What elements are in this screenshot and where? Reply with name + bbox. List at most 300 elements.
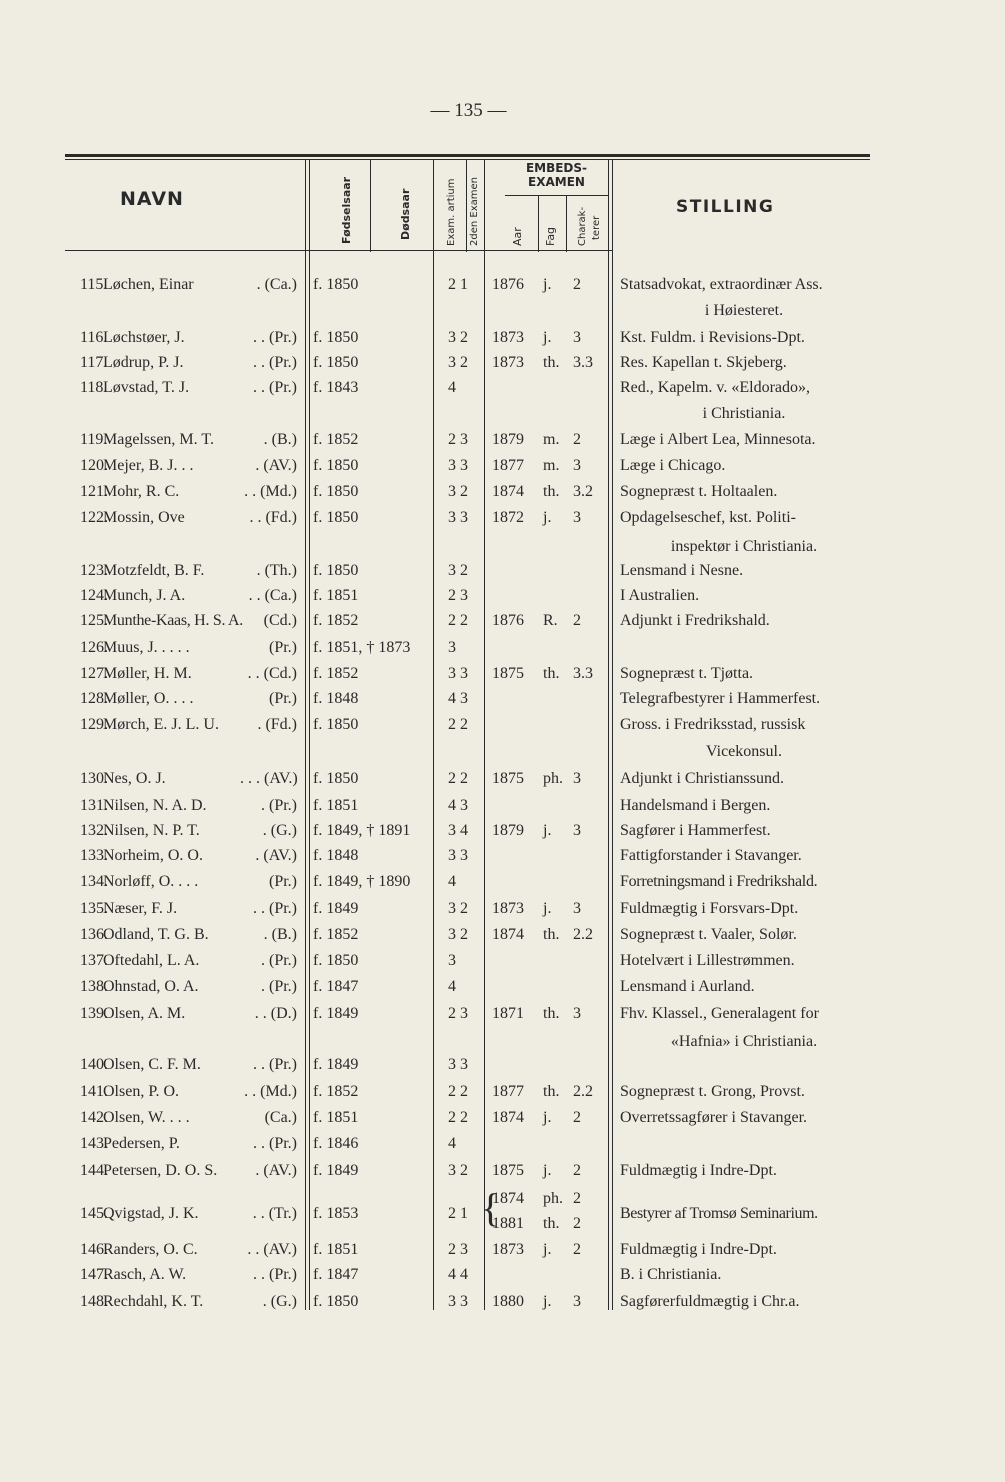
row-stilling: Overretssagfører i Stavanger. — [620, 1109, 808, 1126]
row-fag: R. — [543, 612, 558, 629]
row-number: 138. — [80, 978, 108, 995]
row-artium: 2 3 — [448, 431, 468, 448]
row-number: 123. — [80, 562, 108, 579]
row-year: 1873 — [492, 329, 524, 346]
row-fag: th. — [543, 665, 560, 682]
row-stilling: Opdagelseschef, kst. Politi- — [620, 509, 796, 526]
row-fag-2: th. — [543, 1215, 560, 1232]
col-rule-birth — [370, 160, 371, 252]
row-name: Olsen, P. O. — [103, 1083, 180, 1100]
row-code: . . (Pr.) — [253, 900, 297, 917]
row-stilling: Lensmand i Nesne. — [620, 562, 744, 579]
row-born: f. 1850 — [313, 509, 359, 526]
row-born: f. 1849 — [313, 1005, 359, 1022]
page-number: — 135 — — [430, 100, 507, 121]
row-stilling-cont: inspektør i Christiania. — [670, 538, 818, 555]
row-artium: 2 2 — [448, 716, 468, 733]
row-name: Rechdahl, K. T. — [103, 1293, 204, 1310]
row-name: Muus, J. . . . . — [103, 639, 190, 656]
row-stilling: Statsadvokat, extraordinær Ass. — [620, 276, 823, 293]
table-row — [0, 273, 1005, 297]
row-name: Norløff, O. . . . — [103, 873, 199, 890]
header-rule — [65, 250, 613, 251]
header-navn: NAVN — [120, 188, 184, 210]
table-row — [0, 870, 1005, 894]
row-year: 1879 — [492, 822, 524, 839]
row-born: f. 1849 — [313, 900, 359, 917]
row-char: 2 — [573, 612, 581, 629]
row-name: Møller, H. M. — [103, 665, 192, 682]
row-fag: j. — [543, 1109, 552, 1126]
row-number: 126. — [80, 639, 108, 656]
row-number: 148. — [80, 1293, 108, 1310]
header-stilling: STILLING — [676, 197, 775, 217]
row-artium: 3 2 — [448, 483, 468, 500]
row-year: 1875 — [492, 1162, 524, 1179]
row-name: Løchstøer, J. — [103, 329, 185, 346]
row-year: 1877 — [492, 457, 524, 474]
row-char: 3 — [573, 770, 581, 787]
table-row — [0, 1290, 1005, 1314]
row-stilling: I Australien. — [620, 587, 700, 604]
row-year: 1874 — [492, 926, 524, 943]
row-year: 1875 — [492, 665, 524, 682]
row-fag: j. — [543, 329, 552, 346]
row-code: . . (Pr.) — [253, 1135, 297, 1152]
row-born: f. 1850 — [313, 329, 359, 346]
row-year: 1877 — [492, 1083, 524, 1100]
row-code: . (Pr.) — [261, 797, 297, 814]
row-number: 137. — [80, 952, 108, 969]
row-code: . . (Md.) — [244, 483, 297, 500]
row-year: 1876 — [492, 276, 524, 293]
row-code: . (G.) — [262, 1293, 297, 1310]
row-artium: 4 — [448, 873, 456, 890]
row-char: 3 — [573, 1293, 581, 1310]
row-born: f. 1851 — [313, 797, 359, 814]
table-row — [0, 923, 1005, 947]
table-row — [0, 1159, 1005, 1183]
table-row — [0, 794, 1005, 818]
row-stilling: Gross. i Fredriksstad, russisk — [620, 716, 806, 733]
row-code: . . (Md.) — [244, 1083, 297, 1100]
row-born: f. 1849 — [313, 1056, 359, 1073]
row-name: Motzfeldt, B. F. — [103, 562, 205, 579]
row-born: f. 1849, † 1891 — [313, 822, 411, 839]
row-artium: 3 — [448, 952, 456, 969]
row-number: 128. — [80, 690, 108, 707]
row-stilling: Adjunkt i Fredrikshald. — [620, 612, 770, 629]
row-code: . . (D.) — [254, 1005, 297, 1022]
row-code: . . (Fd.) — [249, 509, 297, 526]
row-artium: 3 2 — [448, 329, 468, 346]
row-year: 1874 — [492, 1109, 524, 1126]
row-number: 146. — [80, 1241, 108, 1258]
row-name: Mohr, R. C. — [103, 483, 180, 500]
row-stilling: Sagfører i Hammerfest. — [620, 822, 771, 839]
table-row — [0, 662, 1005, 686]
row-fag: j. — [543, 1293, 552, 1310]
row-number: 131. — [80, 797, 108, 814]
row-fag: th. — [543, 483, 560, 500]
table-row-continuation — [0, 402, 1005, 426]
row-stilling: Fattigforstander i Stavanger. — [620, 847, 802, 864]
row-stilling-cont: Vicekonsul. — [706, 743, 782, 760]
row-artium: 4 — [448, 978, 456, 995]
row-born: f. 1843 — [313, 379, 359, 396]
row-number: 124. — [80, 587, 108, 604]
row-stilling: Fuldmægtig i Forsvars-Dpt. — [620, 900, 799, 917]
row-stilling: Læge i Albert Lea, Minnesota. — [620, 431, 816, 448]
row-number: 129. — [80, 716, 108, 733]
row-stilling: Lensmand i Aurland. — [620, 978, 755, 995]
row-code: . (Pr.) — [261, 952, 297, 969]
row-stilling-cont: i Høiesteret. — [704, 302, 784, 319]
row-stilling: Sognepræst t. Tjøtta. — [620, 665, 754, 682]
row-artium: 2 2 — [448, 612, 468, 629]
row-name: Mejer, B. J. . . — [103, 457, 194, 474]
row-name: Olsen, W. . . . — [103, 1109, 190, 1126]
table-row-sub — [0, 1212, 1005, 1236]
row-artium: 3 2 — [448, 1162, 468, 1179]
row-year: 1872 — [492, 509, 524, 526]
row-name: Løchen, Einar — [103, 276, 194, 293]
row-number: 120. — [80, 457, 108, 474]
row-artium: 3 3 — [448, 457, 468, 474]
table-row-continuation — [0, 1030, 1005, 1054]
row-born: f. 1847 — [313, 978, 359, 995]
row-artium: 2 1 — [448, 1205, 468, 1222]
row-name: Olsen, C. F. M. — [103, 1056, 201, 1073]
row-number: 133. — [80, 847, 108, 864]
embeds-rule — [505, 195, 608, 196]
row-born: f. 1853 — [313, 1205, 359, 1222]
row-code: (Ca.) — [264, 1109, 297, 1126]
row-name: Lødrup, P. J. — [103, 354, 184, 371]
row-fag: ph. — [543, 770, 563, 787]
row-fag: th. — [543, 1005, 560, 1022]
header-embeds — [505, 161, 608, 189]
row-number: 117. — [80, 354, 108, 371]
row-stilling: Læge i Chicago. — [620, 457, 726, 474]
table-row — [0, 506, 1005, 530]
row-stilling: Bestyrer af Tromsø Seminarium. — [620, 1205, 818, 1222]
row-stilling: Red., Kapelm. v. «Eldorado», — [620, 379, 811, 396]
row-char: 2.2 — [573, 926, 593, 943]
row-name: Qvigstad, J. K. — [103, 1205, 199, 1222]
row-code: . . (Ca.) — [248, 587, 297, 604]
row-artium: 3 2 — [448, 354, 468, 371]
row-name: Magelssen, M. T. — [103, 431, 214, 448]
row-year: 1871 — [492, 1005, 524, 1022]
row-born: f. 1846 — [313, 1135, 359, 1152]
row-year: 1873 — [492, 1241, 524, 1258]
row-fag: j. — [543, 1162, 552, 1179]
row-code: . (G.) — [262, 822, 297, 839]
row-number: 116. — [80, 329, 108, 346]
row-born: f. 1850 — [313, 770, 359, 787]
row-char-2: 2 — [573, 1215, 581, 1232]
row-char: 3.2 — [573, 483, 593, 500]
table-row — [0, 454, 1005, 478]
table-row — [0, 1106, 1005, 1130]
row-number: 145. — [80, 1205, 108, 1222]
row-name: Odland, T. G. B. — [103, 926, 209, 943]
row-year: 1880 — [492, 1293, 524, 1310]
row-born: f. 1851 — [313, 1109, 359, 1126]
row-born: f. 1850 — [313, 562, 359, 579]
row-year: 1873 — [492, 900, 524, 917]
col-rule-exam — [466, 160, 467, 252]
row-number: 135. — [80, 900, 108, 917]
table-row — [0, 1080, 1005, 1104]
table-row — [0, 351, 1005, 375]
row-year-2: 1881 — [492, 1215, 524, 1232]
row-char: 2 — [573, 1190, 581, 1207]
table-row — [0, 376, 1005, 400]
row-born: f. 1852 — [313, 612, 359, 629]
row-char: 3.3 — [573, 354, 593, 371]
col-rule-aar — [538, 196, 539, 252]
row-name: Oftedahl, L. A. — [103, 952, 200, 969]
table-row — [0, 949, 1005, 973]
header-exam-2den: 2den Examen — [469, 177, 480, 246]
brace: { — [481, 1185, 501, 1230]
row-code: . . (Pr.) — [253, 354, 297, 371]
table-row — [0, 1002, 1005, 1026]
row-born: f. 1850 — [313, 354, 359, 371]
row-char: 2 — [573, 1109, 581, 1126]
row-born: f. 1848 — [313, 847, 359, 864]
header-charak-line2: terer — [591, 215, 602, 240]
row-born: f. 1850 — [313, 716, 359, 733]
row-fag: j. — [543, 276, 552, 293]
row-number: 122. — [80, 509, 108, 526]
row-stilling: Res. Kapellan t. Skjeberg. — [620, 354, 787, 371]
row-number: 130. — [80, 770, 108, 787]
header-embeds-line2: EXAMEN — [528, 175, 585, 189]
row-number: 119. — [80, 431, 108, 448]
row-artium: 2 2 — [448, 770, 468, 787]
row-code: . (B.) — [263, 431, 297, 448]
row-artium: 2 3 — [448, 587, 468, 604]
row-stilling: Fuldmægtig i Indre-Dpt. — [620, 1241, 777, 1258]
row-stilling: B. i Christiania. — [620, 1266, 722, 1283]
row-char: 2 — [573, 1241, 581, 1258]
row-stilling: Adjunkt i Christianssund. — [620, 770, 785, 787]
row-name: Munch, J. A. — [103, 587, 186, 604]
row-char: 3.3 — [573, 665, 593, 682]
row-born: f. 1850 — [313, 457, 359, 474]
row-artium: 4 — [448, 1135, 456, 1152]
row-stilling: Hotelvært i Lillestrømmen. — [620, 952, 795, 969]
row-stilling-cont: i Christiania. — [702, 405, 786, 422]
row-born: f. 1849 — [313, 1162, 359, 1179]
row-code: . (AV.) — [255, 847, 297, 864]
row-fag: th. — [543, 1083, 560, 1100]
row-born: f. 1850 — [313, 276, 359, 293]
row-born: f. 1849, † 1890 — [313, 873, 411, 890]
row-born: f. 1851, † 1873 — [313, 639, 411, 656]
table-row — [0, 1053, 1005, 1077]
row-name: Munthe-Kaas, H. S. A. — [103, 612, 243, 629]
row-born: f. 1852 — [313, 665, 359, 682]
table-row — [0, 480, 1005, 504]
table-row-continuation — [0, 740, 1005, 764]
row-artium: 4 3 — [448, 690, 468, 707]
row-name: Randers, O. C. — [103, 1241, 198, 1258]
row-name: Nilsen, N. P. T. — [103, 822, 200, 839]
row-number: 142. — [80, 1109, 108, 1126]
table-row — [0, 326, 1005, 350]
row-code: (Pr.) — [269, 639, 297, 656]
row-artium: 3 2 — [448, 562, 468, 579]
row-char: 3 — [573, 822, 581, 839]
row-fag: j. — [543, 509, 552, 526]
row-year: 1876 — [492, 612, 524, 629]
row-stilling: Fhv. Klassel., Generalagent for — [620, 1005, 819, 1022]
row-code: . (Pr.) — [261, 978, 297, 995]
row-number: 132. — [80, 822, 108, 839]
row-name: Pedersen, P. — [103, 1135, 180, 1152]
row-artium: 3 3 — [448, 847, 468, 864]
row-year: 1874 — [492, 1190, 524, 1207]
row-number: 143. — [80, 1135, 108, 1152]
row-name: Olsen, A. M. — [103, 1005, 186, 1022]
row-stilling: Handelsmand i Bergen. — [620, 797, 771, 814]
row-code: . (Ca.) — [256, 276, 297, 293]
row-born: f. 1852 — [313, 926, 359, 943]
row-number: 115. — [80, 276, 108, 293]
header-fodselsaar: Fødselsaar — [340, 176, 353, 244]
table-row — [0, 713, 1005, 737]
row-artium: 2 3 — [448, 1241, 468, 1258]
row-born: f. 1852 — [313, 431, 359, 448]
row-born: f. 1850 — [313, 1293, 359, 1310]
col-rule-fag — [566, 196, 567, 252]
table-row — [0, 428, 1005, 452]
row-born: f. 1847 — [313, 1266, 359, 1283]
table-row — [0, 767, 1005, 791]
row-artium: 3 3 — [448, 509, 468, 526]
row-code: . (Th.) — [256, 562, 297, 579]
table-row — [0, 897, 1005, 921]
row-name: Nes, O. J. — [103, 770, 166, 787]
row-artium: 2 1 — [448, 276, 468, 293]
table-row — [0, 584, 1005, 608]
table-row — [0, 609, 1005, 633]
row-fag: m. — [543, 457, 560, 474]
header-dodsaar: Dødsaar — [399, 188, 412, 240]
table-row-sub — [0, 1187, 1005, 1211]
row-char: 2 — [573, 1162, 581, 1179]
row-number: 144. — [80, 1162, 108, 1179]
table-row — [0, 819, 1005, 843]
table-row — [0, 975, 1005, 999]
row-number: 121. — [80, 483, 108, 500]
row-number: 136. — [80, 926, 108, 943]
row-char: 3 — [573, 457, 581, 474]
row-born: f. 1850 — [313, 952, 359, 969]
row-stilling-cont: «Hafnia» i Christiania. — [670, 1033, 818, 1050]
row-code: . . (Tr.) — [252, 1205, 297, 1222]
table-row-continuation — [0, 535, 1005, 559]
table-row-continuation — [0, 299, 1005, 323]
row-artium: 3 4 — [448, 822, 468, 839]
row-name: Møller, O. . . . — [103, 690, 194, 707]
row-born: f. 1851 — [313, 1241, 359, 1258]
row-number: 147. — [80, 1266, 108, 1283]
row-artium: 4 4 — [448, 1266, 468, 1283]
row-name: Mørch, E. J. L. U. — [103, 716, 219, 733]
row-fag: j. — [543, 822, 552, 839]
table-row — [0, 1132, 1005, 1156]
row-fag: j. — [543, 1241, 552, 1258]
row-stilling: Sognepræst t. Grong, Provst. — [620, 1083, 805, 1100]
header-charak-line1: Charak- — [577, 206, 588, 246]
row-artium: 4 3 — [448, 797, 468, 814]
row-number: 139. — [80, 1005, 108, 1022]
row-name: Rasch, A. W. — [103, 1266, 187, 1283]
row-born: f. 1852 — [313, 1083, 359, 1100]
row-born: f. 1851 — [313, 587, 359, 604]
row-year: 1879 — [492, 431, 524, 448]
row-code: . (B.) — [263, 926, 297, 943]
row-stilling: Telegrafbestyrer i Hammerfest. — [620, 690, 821, 707]
row-stilling: Sognepræst t. Vaaler, Solør. — [620, 926, 797, 943]
row-number: 134. — [80, 873, 108, 890]
header-embeds-line1: EMBEDS- — [525, 161, 588, 175]
row-code: . . (Pr.) — [253, 1266, 297, 1283]
row-char: 3 — [573, 900, 581, 917]
row-artium: 3 2 — [448, 900, 468, 917]
row-stilling: Sognepræst t. Holtaalen. — [620, 483, 778, 500]
table-row — [0, 844, 1005, 868]
header-fag: Fag — [544, 226, 557, 246]
row-fag: th. — [543, 926, 560, 943]
row-code: . . (AV.) — [247, 1241, 297, 1258]
row-name: Mossin, Ove — [103, 509, 185, 526]
row-char: 3 — [573, 509, 581, 526]
row-number: 118. — [80, 379, 108, 396]
table-row — [0, 559, 1005, 583]
row-number: 141. — [80, 1083, 108, 1100]
table-row — [0, 1238, 1005, 1262]
row-born: f. 1848 — [313, 690, 359, 707]
table-row — [0, 636, 1005, 660]
row-stilling: Forretningsmand i Fredrikshald. — [620, 873, 818, 890]
row-artium: 2 2 — [448, 1109, 468, 1126]
row-artium: 3 — [448, 639, 456, 656]
header-aar: Aar — [511, 227, 524, 246]
row-number: 125. — [80, 612, 108, 629]
row-artium: 3 2 — [448, 926, 468, 943]
row-name: Ohnstad, O. A. — [103, 978, 199, 995]
row-artium: 4 — [448, 379, 456, 396]
row-code: . . . (AV.) — [240, 770, 298, 787]
row-fag: th. — [543, 354, 560, 371]
row-code: (Pr.) — [269, 873, 297, 890]
row-char: 2 — [573, 431, 581, 448]
top-rule-thin — [65, 159, 870, 160]
row-char: 2.2 — [573, 1083, 593, 1100]
row-code: . (AV.) — [255, 1162, 297, 1179]
table-row — [0, 687, 1005, 711]
row-year: 1874 — [492, 483, 524, 500]
row-fag: ph. — [543, 1190, 563, 1207]
row-name: Nilsen, N. A. D. — [103, 797, 207, 814]
row-code: (Pr.) — [269, 690, 297, 707]
